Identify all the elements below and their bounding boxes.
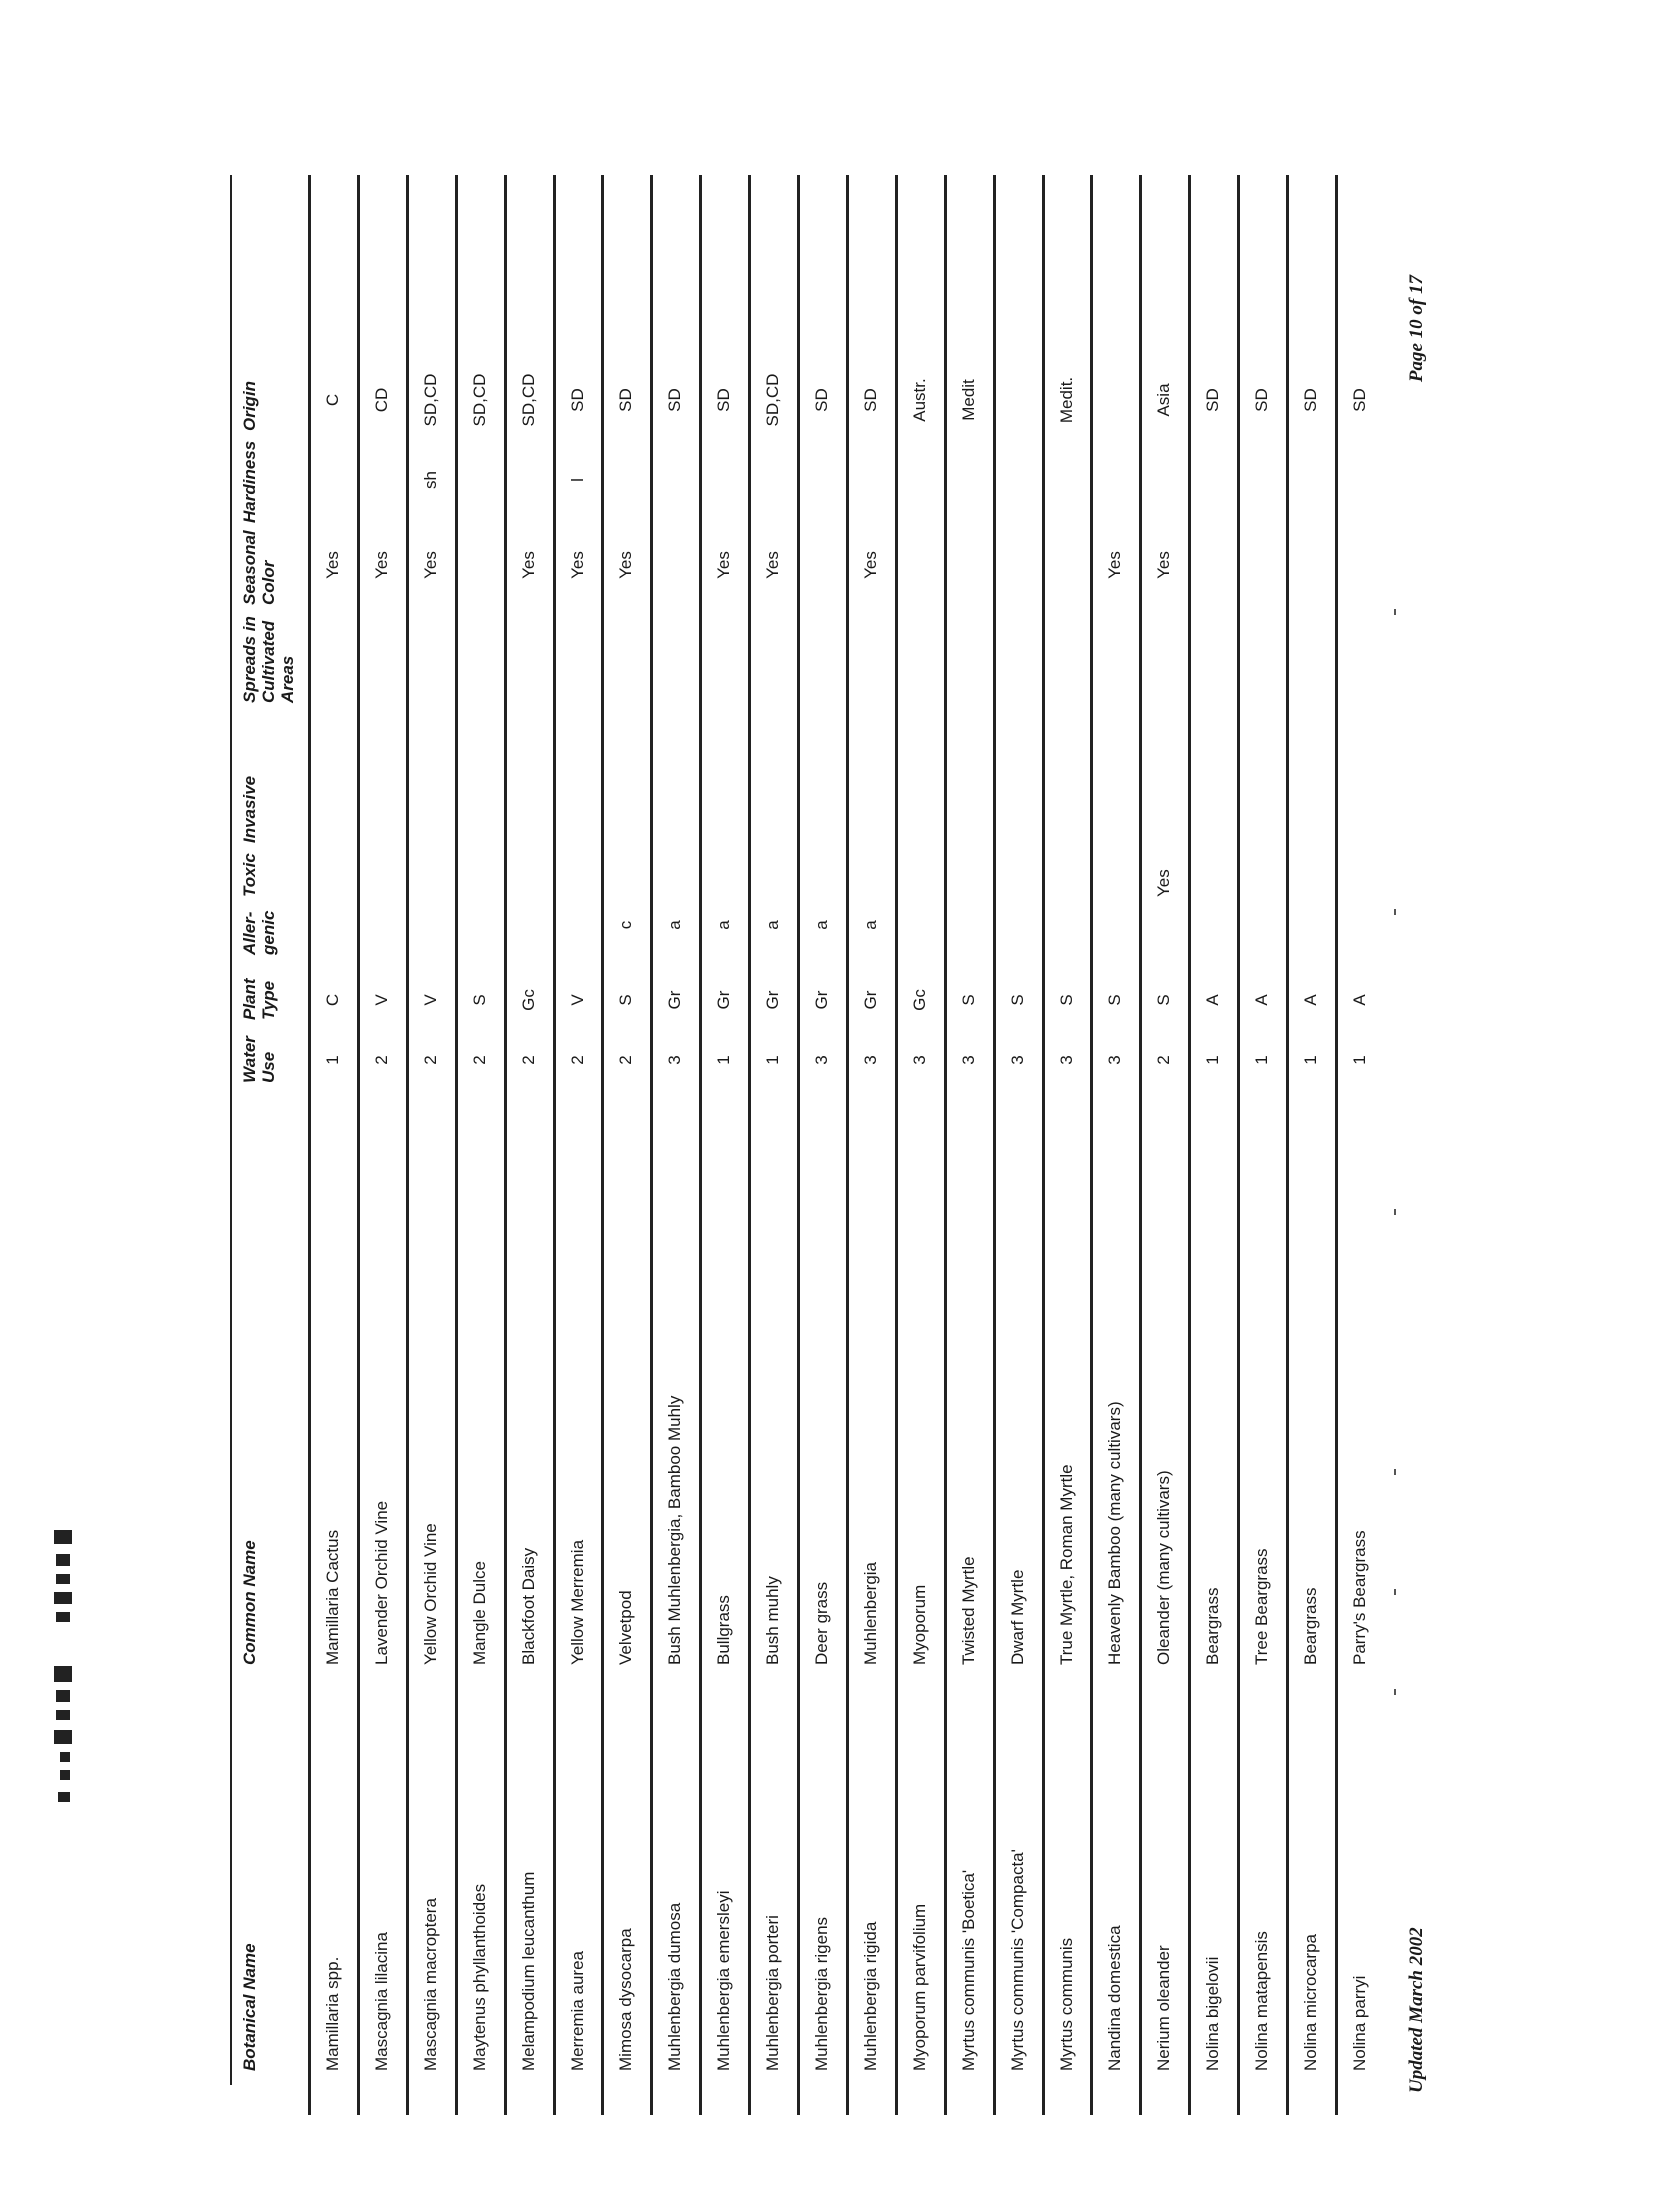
botanical-name-cell: Muhlenbergia emersleyi — [714, 1890, 734, 2071]
common-name-cell: Bush muhly — [763, 1576, 783, 1665]
row-rule — [650, 175, 653, 2115]
common-name-cell: Bush Muhlenbergia, Bamboo Muhly — [665, 1395, 685, 1665]
header-hardiness: Hardiness — [240, 440, 259, 523]
plant-type-cell: Gc — [518, 989, 538, 1011]
scan-mark — [1394, 1209, 1396, 1215]
seasonal-color-cell: Yes — [1105, 551, 1125, 579]
botanical-name-cell: Myrtus communis 'Boetica' — [958, 1869, 978, 2071]
water-use-cell: 2 — [420, 1055, 440, 1065]
allergenic-cell: a — [714, 920, 734, 930]
common-name-cell: Mamillaria Cactus — [323, 1529, 342, 1665]
seasonal-color-cell: Yes — [567, 551, 587, 579]
water-use-cell: 3 — [665, 1055, 685, 1065]
table-row — [1237, 175, 1283, 2115]
header-allergenic — [240, 911, 278, 955]
origin-cell: SD — [1349, 388, 1369, 412]
header-spreads-line2: Cultivated — [259, 620, 278, 703]
row-rule — [1286, 175, 1289, 2115]
botanical-name-cell: Muhlenbergia rigida — [860, 1921, 880, 2071]
header-invasive: Invasive — [240, 775, 259, 843]
water-use-cell: 1 — [1301, 1055, 1320, 1065]
header-seasonal-line1: Seasonal — [240, 530, 259, 605]
table-row — [1188, 175, 1234, 2115]
seasonal-color-cell: Yes — [371, 551, 391, 579]
plant-type-cell: S — [469, 994, 489, 1006]
common-name-cell: Heavenly Bamboo (many cultivars) — [1105, 1401, 1125, 1665]
seasonal-color-cell: Yes — [616, 551, 636, 579]
botanical-name-cell: Nolina parryi — [1349, 1975, 1369, 2071]
table-row — [650, 175, 696, 2115]
hardiness-cell: l — [567, 478, 587, 482]
origin-cell: Medit. — [1056, 376, 1076, 424]
water-use-cell: 2 — [518, 1055, 538, 1065]
table-row — [1335, 175, 1381, 2115]
table-row — [357, 175, 403, 2115]
row-rule — [699, 175, 702, 2115]
fax-stamp-marks — [50, 1530, 76, 1930]
origin-cell: SD,CD — [420, 373, 440, 427]
toxic-cell: Yes — [1154, 869, 1174, 897]
header-water-line1: Water — [240, 1036, 259, 1083]
table-row — [895, 175, 941, 2115]
water-use-cell: 1 — [763, 1055, 783, 1065]
plant-type-cell: S — [1154, 994, 1174, 1006]
header-water-use — [240, 1036, 278, 1083]
table-row — [944, 175, 990, 2115]
origin-cell: SD — [714, 388, 734, 412]
common-name-cell: Beargrass — [1301, 1587, 1320, 1665]
table-row — [601, 175, 647, 2115]
water-use-cell: 2 — [371, 1055, 391, 1065]
origin-cell: SD,CD — [469, 373, 489, 427]
row-rule — [1090, 175, 1093, 2115]
row-rule — [1237, 175, 1240, 2115]
row-rule — [1188, 175, 1191, 2115]
seasonal-color-cell: Yes — [518, 551, 538, 579]
scan-mark — [1394, 1469, 1396, 1475]
header-rule — [230, 175, 232, 2085]
origin-cell: Asia — [1154, 383, 1174, 417]
table-row — [455, 175, 501, 2115]
allergenic-cell: a — [860, 920, 880, 930]
table-row — [797, 175, 843, 2115]
scan-mark — [1394, 1689, 1396, 1695]
seasonal-color-cell: Yes — [323, 551, 342, 579]
water-use-cell: 2 — [1154, 1055, 1174, 1065]
table-row — [1139, 175, 1185, 2115]
botanical-name-cell: Myoporum parvifolium — [909, 1903, 929, 2071]
water-use-cell: 2 — [567, 1055, 587, 1065]
header-seasonal — [240, 530, 278, 605]
botanical-name-cell: Mamillaria spp. — [323, 1956, 342, 2071]
plant-type-cell: Gr — [812, 990, 831, 1010]
origin-cell: SD,CD — [518, 373, 538, 427]
plant-type-cell: Gr — [763, 990, 783, 1010]
row-rule — [944, 175, 947, 2115]
row-rule — [748, 175, 751, 2115]
table-row — [993, 175, 1039, 2115]
plant-type-cell: V — [420, 994, 440, 1006]
row-rule — [601, 175, 604, 2115]
header-spreads-line1: Spreads in — [240, 616, 259, 703]
botanical-name-cell: Nerium oleander — [1154, 1945, 1174, 2071]
seasonal-color-cell: Yes — [1154, 551, 1174, 579]
botanical-name-cell: Muhlenbergia dumosa — [665, 1902, 685, 2071]
table-row — [308, 175, 354, 2115]
botanical-name-cell: Myrtus communis 'Compacta' — [1007, 1849, 1027, 2071]
seasonal-color-cell: Yes — [714, 551, 734, 579]
header-plant-type — [240, 978, 278, 1020]
common-name-cell: Mangle Dulce — [469, 1561, 489, 1665]
header-common-name: Common Name — [240, 1540, 259, 1665]
common-name-cell: Beargrass — [1203, 1587, 1223, 1665]
water-use-cell: 1 — [1252, 1055, 1272, 1065]
plant-type-cell: S — [616, 994, 636, 1006]
origin-cell: SD — [1203, 388, 1223, 412]
botanical-name-cell: Merremia aurea — [567, 1951, 587, 2071]
table-row — [406, 175, 452, 2115]
origin-cell: CD — [371, 387, 391, 413]
plant-type-cell: Gr — [665, 990, 685, 1010]
botanical-name-cell: Myrtus communis — [1056, 1937, 1076, 2071]
origin-cell: SD — [665, 388, 685, 412]
origin-cell: SD — [1252, 388, 1272, 412]
common-name-cell: Dwarf Myrtle — [1007, 1569, 1027, 1665]
plant-type-cell: A — [1252, 994, 1272, 1006]
row-rule — [846, 175, 849, 2115]
header-water-line2: Use — [259, 1051, 278, 1083]
origin-cell: SD — [812, 388, 831, 412]
common-name-cell: Twisted Myrtle — [958, 1556, 978, 1665]
water-use-cell: 1 — [323, 1055, 342, 1065]
botanical-name-cell: Nandina domestica — [1105, 1925, 1125, 2071]
table-row — [1042, 175, 1088, 2115]
plant-type-cell: C — [323, 993, 342, 1007]
botanical-name-cell: Melampodium leucanthum — [518, 1871, 538, 2071]
botanical-name-cell: Muhlenbergia porteri — [763, 1915, 783, 2071]
seasonal-color-cell: Yes — [860, 551, 880, 579]
origin-cell: C — [323, 393, 342, 407]
origin-cell: SD — [1301, 388, 1320, 412]
common-name-cell: Blackfoot Daisy — [518, 1547, 538, 1665]
footer-updated: Updated March 2002 — [1406, 1927, 1427, 2093]
water-use-cell: 3 — [958, 1055, 978, 1065]
botanical-name-cell: Mimosa dysocarpa — [616, 1928, 636, 2071]
water-use-cell: 2 — [469, 1055, 489, 1065]
row-rule — [455, 175, 458, 2115]
row-rule — [357, 175, 360, 2115]
table-row — [1286, 175, 1332, 2115]
header-plant-line2: Type — [259, 980, 278, 1020]
origin-cell: SD — [567, 388, 587, 412]
header-botanical-name: Botanical Name — [240, 1943, 259, 2071]
header-plant-line1: Plant — [240, 978, 259, 1020]
header-seasonal-line2: Color — [259, 560, 278, 605]
rotated-page — [218, 175, 1448, 2115]
common-name-cell: Parry's Beargrass — [1349, 1530, 1369, 1665]
row-rule — [1335, 175, 1338, 2115]
plant-type-cell: S — [1007, 994, 1027, 1006]
row-rule — [553, 175, 556, 2115]
hardiness-cell: sh — [420, 471, 440, 489]
row-rule — [895, 175, 898, 2115]
botanical-name-cell: Nolina microcarpa — [1301, 1934, 1320, 2071]
row-rule — [308, 175, 311, 2115]
row-rule — [1042, 175, 1045, 2115]
botanical-name-cell: Mascagnia lilacina — [371, 1932, 391, 2071]
plant-type-cell: Gr — [714, 990, 734, 1010]
row-rule — [504, 175, 507, 2115]
botanical-name-cell: Maytenus phyllanthoides — [469, 1883, 489, 2071]
water-use-cell: 3 — [1007, 1055, 1027, 1065]
water-use-cell: 1 — [1349, 1055, 1369, 1065]
common-name-cell: Lavender Orchid Vine — [371, 1500, 391, 1665]
footer-page-number: Page 10 of 17 — [1406, 275, 1427, 383]
plant-type-cell: A — [1203, 994, 1223, 1006]
row-rule — [993, 175, 996, 2115]
plant-type-cell: V — [371, 994, 391, 1006]
table-row — [1090, 175, 1136, 2115]
water-use-cell: 1 — [714, 1055, 734, 1065]
header-allergenic-line1: Aller- — [240, 911, 259, 955]
common-name-cell: True Myrtle, Roman Myrtle — [1056, 1464, 1076, 1665]
water-use-cell: 3 — [909, 1055, 929, 1065]
water-use-cell: 2 — [616, 1055, 636, 1065]
table-row — [846, 175, 892, 2115]
plant-type-cell: S — [958, 994, 978, 1006]
botanical-name-cell: Mascagnia macroptera — [420, 1898, 440, 2071]
allergenic-cell: a — [763, 920, 783, 930]
row-rule — [797, 175, 800, 2115]
common-name-cell: Yellow Merremia — [567, 1539, 587, 1665]
origin-cell: SD — [616, 388, 636, 412]
header-spreads — [240, 616, 297, 703]
botanical-name-cell: Nolina matapensis — [1252, 1931, 1272, 2071]
plant-type-cell: Gc — [909, 989, 929, 1011]
common-name-cell: Muhlenbergia — [860, 1561, 880, 1665]
scan-mark — [1394, 1589, 1396, 1595]
table-row — [553, 175, 599, 2115]
allergenic-cell: c — [616, 920, 636, 930]
origin-cell: Medit — [958, 379, 978, 421]
origin-cell: SD,CD — [763, 373, 783, 427]
water-use-cell: 1 — [1203, 1055, 1223, 1065]
plant-type-cell: S — [1105, 994, 1125, 1006]
common-name-cell: Oleander (many cultivars) — [1154, 1470, 1174, 1665]
common-name-cell: Bullgrass — [714, 1595, 734, 1665]
row-rule — [406, 175, 409, 2115]
common-name-cell: Velvetpod — [616, 1590, 636, 1665]
table-row — [748, 175, 794, 2115]
botanical-name-cell: Muhlenbergia rigens — [812, 1916, 831, 2071]
water-use-cell: 3 — [860, 1055, 880, 1065]
table-row — [699, 175, 745, 2115]
water-use-cell: 3 — [812, 1055, 831, 1065]
origin-cell: SD — [860, 388, 880, 412]
plant-type-cell: A — [1349, 994, 1369, 1006]
common-name-cell: Tree Beargrass — [1252, 1548, 1272, 1665]
row-rule — [1139, 175, 1142, 2115]
plant-type-cell: A — [1301, 994, 1320, 1006]
water-use-cell: 3 — [1105, 1055, 1125, 1065]
header-allergenic-line2: genic — [259, 910, 278, 955]
plant-type-cell: S — [1056, 994, 1076, 1006]
origin-cell: Austr. — [909, 378, 929, 422]
plant-type-cell: V — [567, 994, 587, 1006]
seasonal-color-cell: Yes — [763, 551, 783, 579]
table-row — [504, 175, 550, 2115]
header-toxic: Toxic — [240, 853, 259, 897]
common-name-cell: Yellow Orchid Vine — [420, 1523, 440, 1665]
scan-mark — [1394, 909, 1396, 915]
botanical-name-cell: Nolina bigelovii — [1203, 1956, 1223, 2071]
common-name-cell: Myoporum — [909, 1584, 929, 1665]
allergenic-cell: a — [812, 920, 831, 930]
plant-type-cell: Gr — [860, 990, 880, 1010]
common-name-cell: Deer grass — [812, 1581, 831, 1665]
scan-mark — [1394, 609, 1396, 615]
header-spreads-line3: Areas — [278, 655, 297, 703]
allergenic-cell: a — [665, 920, 685, 930]
water-use-cell: 3 — [1056, 1055, 1076, 1065]
seasonal-color-cell: Yes — [420, 551, 440, 579]
header-origin: Origin — [240, 380, 259, 431]
